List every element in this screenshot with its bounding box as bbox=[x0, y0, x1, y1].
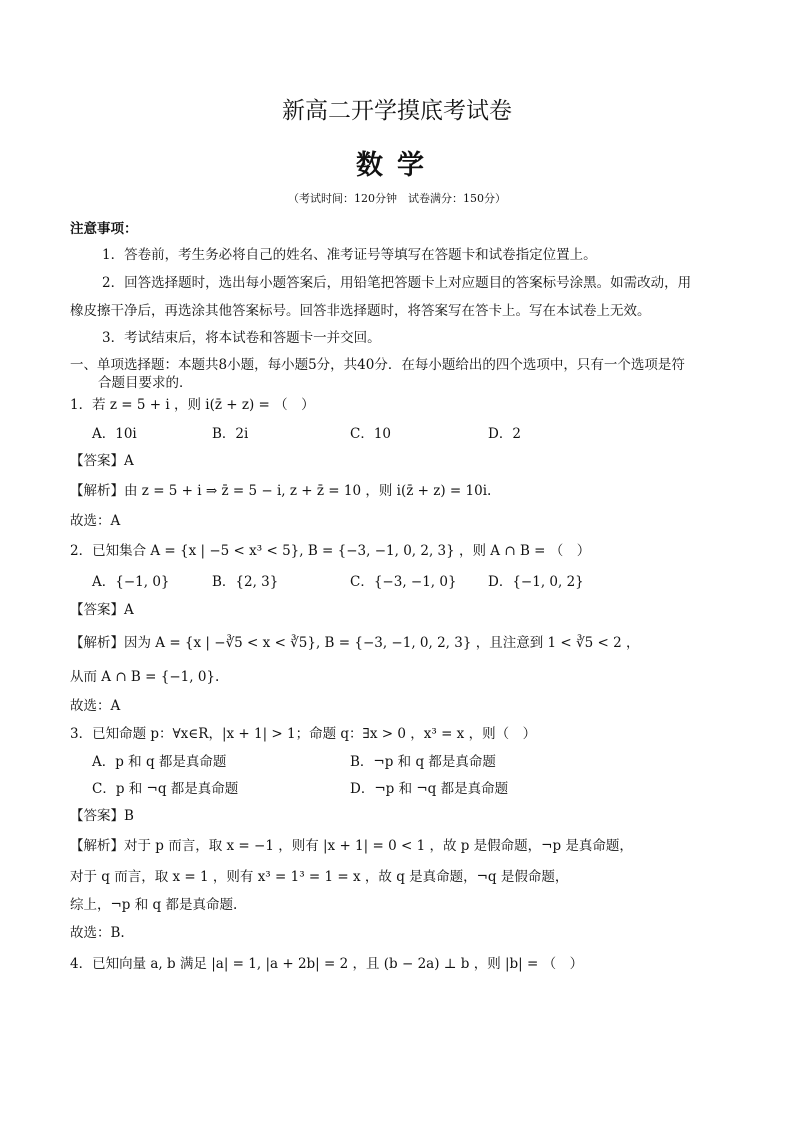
exam-info: （考试时间：120分钟 试卷满分：150分） bbox=[288, 192, 506, 205]
question-2-analysis-line-1: 【解析】因为 A = {x | −∛5 < x < ∛5}, B = {−3, −1, 0, 2, 3} ，且注意到 1 < ∛5 < 2 ， bbox=[70, 635, 640, 651]
notice-item-2-line-2: 橡皮擦干净后，再选涂其他答案标号。回答非选择题时，将答案写在答卡上。写在本试卷上无效。 bbox=[70, 303, 651, 319]
question-1-answer: 【答案】A bbox=[70, 453, 134, 469]
question-3-option-c: C．p 和 ¬q 都是真命题 bbox=[92, 781, 239, 797]
question-2-answer: 【答案】A bbox=[70, 602, 134, 618]
question-1-stem: 1．若 z = 5 + i ，则 i(z̄ + z) = （ ） bbox=[70, 397, 315, 413]
question-2-option-b: B．{2, 3} bbox=[212, 574, 279, 590]
question-2-analysis-line-2: 从而 A ∩ B = {−1, 0}. bbox=[70, 669, 220, 685]
question-1-option-d: D．2 bbox=[488, 426, 521, 442]
question-3-analysis-line-1: 【解析】对于 p 而言，取 x = −1 ，则有 |x + 1| = 0 < 1 ，故 p 是假命题，¬p 是真命题， bbox=[70, 838, 633, 854]
question-3-option-b: B．¬p 和 q 都是真命题 bbox=[350, 754, 496, 770]
question-3-stem: 3．已知命题 p：∀x∈R，|x + 1| > 1；命题 q：∃x > 0 ，x³ = x ，则（ ） bbox=[70, 726, 537, 742]
question-4-stem: 4．已知向量 a, b 满足 |a| = 1, |a + 2b| = 2 ，且 (b − 2a) ⊥ b ，则 |b| = （ ） bbox=[70, 956, 584, 972]
section-1-heading-line-2: 合题目要求的． bbox=[98, 375, 193, 391]
exam-title: 新高二开学摸底考试卷 bbox=[282, 98, 512, 124]
question-2-option-d: D．{−1, 0, 2} bbox=[488, 574, 584, 590]
question-3-choose: 故选：B. bbox=[70, 925, 125, 941]
question-3-analysis-line-3: 综上，¬p 和 q 都是真命题. bbox=[70, 897, 238, 913]
notice-heading: 注意事项： bbox=[70, 221, 138, 237]
question-1-analysis: 【解析】由 z = 5 + i ⇒ z̄ = 5 − i, z + z̄ = 10 ，则 i(z̄ + z) = 10i. bbox=[70, 483, 492, 499]
question-3-answer: 【答案】B bbox=[70, 808, 134, 824]
question-1-choose: 故选：A bbox=[70, 513, 121, 529]
question-2-option-c: C．{−3, −1, 0} bbox=[350, 574, 457, 590]
question-3-option-d: D．¬p 和 ¬q 都是真命题 bbox=[350, 781, 509, 797]
notice-item-2-line-1: 2．回答选择题时，选出每小题答案后，用铅笔把答题卡上对应题目的答案标号涂黑。如需改动，用 bbox=[102, 275, 692, 291]
notice-item-3: 3．考试结束后，将本试卷和答题卡一并交回。 bbox=[102, 330, 381, 346]
question-2-choose: 故选：A bbox=[70, 698, 121, 714]
question-3-option-a: A．p 和 q 都是真命题 bbox=[92, 754, 227, 770]
question-2-option-a: A．{−1, 0} bbox=[92, 574, 170, 590]
question-1-option-c: C．10 bbox=[350, 426, 392, 442]
section-1-heading-line-1: 一、单项选择题：本题共8小题，每小题5分，共40分．在每小题给出的四个选项中，只有一个选项是符 bbox=[70, 357, 685, 373]
question-2-stem: 2．已知集合 A = {x | −5 < x³ < 5}, B = {−3, −1, 0, 2, 3} ，则 A ∩ B = （ ） bbox=[70, 543, 591, 559]
notice-item-1: 1．答卷前，考生务必将自己的姓名、准考证号等填写在答题卡和试卷指定位置上。 bbox=[102, 247, 597, 263]
exam-subject: 数学 bbox=[356, 150, 438, 181]
question-1-option-b: B．2i bbox=[212, 426, 249, 442]
question-3-analysis-line-2: 对于 q 而言，取 x = 1 ，则有 x³ = 1³ = 1 = x ，故 q 是真命题，¬q 是假命题， bbox=[70, 869, 569, 885]
question-1-option-a: A．10i bbox=[92, 426, 137, 442]
